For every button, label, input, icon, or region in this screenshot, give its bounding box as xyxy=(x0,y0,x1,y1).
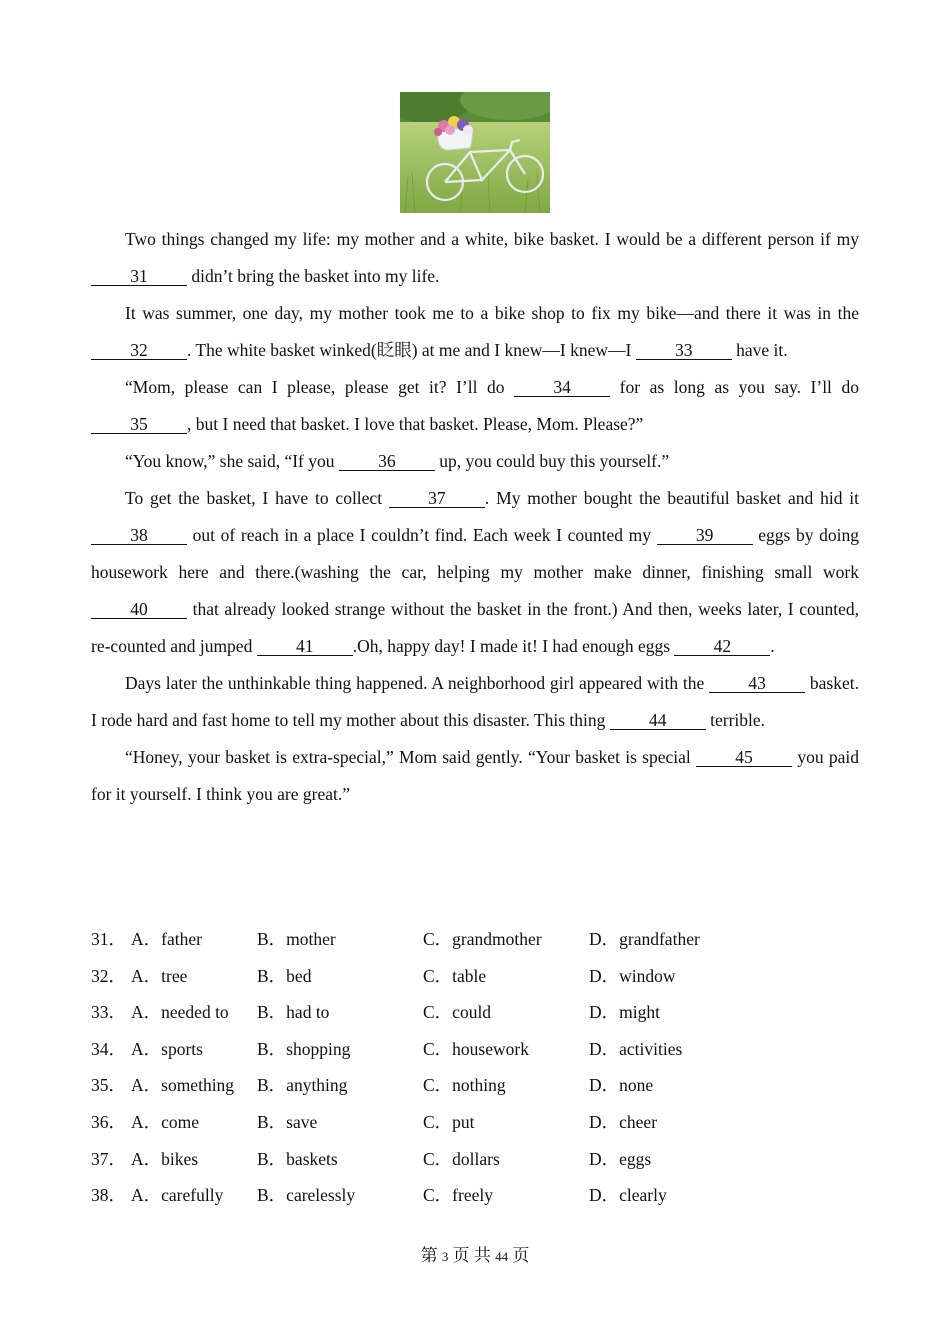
blank-44: 44 xyxy=(610,711,706,730)
option-a: A．tree xyxy=(131,965,188,986)
option-b: B．anything xyxy=(257,1075,348,1096)
option-a: A．father xyxy=(131,929,202,949)
option-a: A．sports xyxy=(131,1038,203,1059)
option-b: B．mother xyxy=(257,929,336,949)
blank-40: 40 xyxy=(91,600,187,619)
option-d: D．eggs xyxy=(589,1148,652,1169)
blank-39: 39 xyxy=(657,526,753,545)
option-b: B．shopping xyxy=(257,1038,351,1059)
blank-37: 37 xyxy=(389,489,485,508)
blank-35: 35 xyxy=(91,415,187,434)
option-c: C．could xyxy=(423,1002,492,1023)
option-c: C．put xyxy=(423,1111,475,1132)
question-number: 34． xyxy=(91,1038,126,1059)
question-number: 33． xyxy=(91,1002,126,1023)
paragraph-7: “Honey, your basket is extra-special,” Mom said gently. “Your basket is special 45 you paid for it yourself. I think you are great.” xyxy=(91,747,859,804)
question-row xyxy=(91,958,859,995)
option-d: D．might xyxy=(589,1002,660,1023)
question-row xyxy=(91,1031,859,1068)
question-number: 38． xyxy=(91,1185,126,1206)
option-d: D．clearly xyxy=(589,1185,667,1206)
question-number: 37． xyxy=(91,1148,126,1169)
option-c: C．grandmother xyxy=(423,929,542,949)
page-footer: 第 3 页 共 44 页 xyxy=(420,1246,530,1265)
question-row xyxy=(91,1177,859,1214)
paragraph-2: It was summer, one day, my mother took me to a bike shop to fix my bike—and there it was in the 32 . The white basket winked(眨眼) at me and I knew—I knew—I 33 have it. xyxy=(91,295,859,369)
option-a: A．needed to xyxy=(131,1002,229,1023)
question-number: 32． xyxy=(91,965,126,986)
question-number: 31． xyxy=(91,929,126,949)
option-d: D．cheer xyxy=(589,1111,658,1132)
option-d: D．activities xyxy=(589,1038,683,1059)
blank-43: 43 xyxy=(709,674,805,693)
question-row xyxy=(91,1141,859,1178)
blank-31: 31 xyxy=(91,267,187,286)
question-row xyxy=(91,1067,859,1104)
question-row xyxy=(91,994,859,1031)
blank-34: 34 xyxy=(514,378,610,397)
paragraph-1: Two things changed my life: my mother and a white, bike basket. I would be a different person if my 31 didn’t bring the basket into my life. xyxy=(91,221,859,295)
page-number: 3 xyxy=(441,1249,449,1264)
option-b: B．bed xyxy=(257,965,312,986)
paragraph-6: Days later the unthinkable thing happened. A neighborhood girl appeared with the 43 basket. I rode hard and fast home to tell my mother about this disaster. This thing 44 terrible. xyxy=(91,673,859,730)
blank-33: 33 xyxy=(636,341,732,360)
option-d: D．none xyxy=(589,1075,654,1096)
blank-42: 42 xyxy=(674,637,770,656)
total-pages: 44 xyxy=(495,1249,509,1264)
option-d: D．grandfather xyxy=(589,929,700,949)
question-number: 36． xyxy=(91,1111,126,1132)
passage xyxy=(91,221,859,813)
option-a: A．come xyxy=(131,1111,200,1132)
question-number: 35． xyxy=(91,1075,126,1096)
option-a: A．carefully xyxy=(131,1185,224,1206)
option-c: C．table xyxy=(423,965,487,986)
question-row xyxy=(91,1104,859,1141)
blank-41: 41 xyxy=(257,637,353,656)
option-c: C．housework xyxy=(423,1038,529,1059)
blank-36: 36 xyxy=(339,452,435,471)
option-d: D．window xyxy=(589,965,676,986)
option-b: B．baskets xyxy=(257,1148,338,1169)
option-a: A．bikes xyxy=(131,1148,199,1169)
answer-options xyxy=(91,921,859,1214)
blank-38: 38 xyxy=(91,526,187,545)
paragraph-3: “Mom, please can I please, please get it? I’ll do 34 for as long as you say. I’ll do35 , but I need that basket. I love that basket. Please, Mom. Please?” xyxy=(91,369,859,443)
bicycle-basket-photo xyxy=(400,92,550,213)
option-b: B．carelessly xyxy=(257,1185,356,1206)
paragraph-4: “You know,” she said, “If you 36 up, you could buy this yourself.” xyxy=(125,451,670,471)
option-c: C．nothing xyxy=(423,1075,506,1096)
blank-32: 32 xyxy=(91,341,187,360)
paragraph-5: To get the basket, I have to collect 37 . My mother bought the beautiful basket and hid it 38 out of reach in a place I couldn’t find. Each week I counted my 39 eggs by doing housework here and there.(washing the car, helping my mother make dinner, finishing small work 40 that already looked strange without the basket in the front.) And then, weeks later, I counted, re-counted and jumped 41 .Oh, happy day! I made it! I had enough eggs 42 . xyxy=(91,488,860,656)
question-row xyxy=(91,921,859,958)
option-c: C．freely xyxy=(423,1185,493,1206)
option-c: C．dollars xyxy=(423,1148,500,1169)
option-b: B．save xyxy=(257,1111,318,1132)
option-b: B．had to xyxy=(257,1002,330,1023)
option-a: A．something xyxy=(131,1075,235,1096)
blank-45: 45 xyxy=(696,748,792,767)
bicycle-photo-icon xyxy=(400,92,550,213)
